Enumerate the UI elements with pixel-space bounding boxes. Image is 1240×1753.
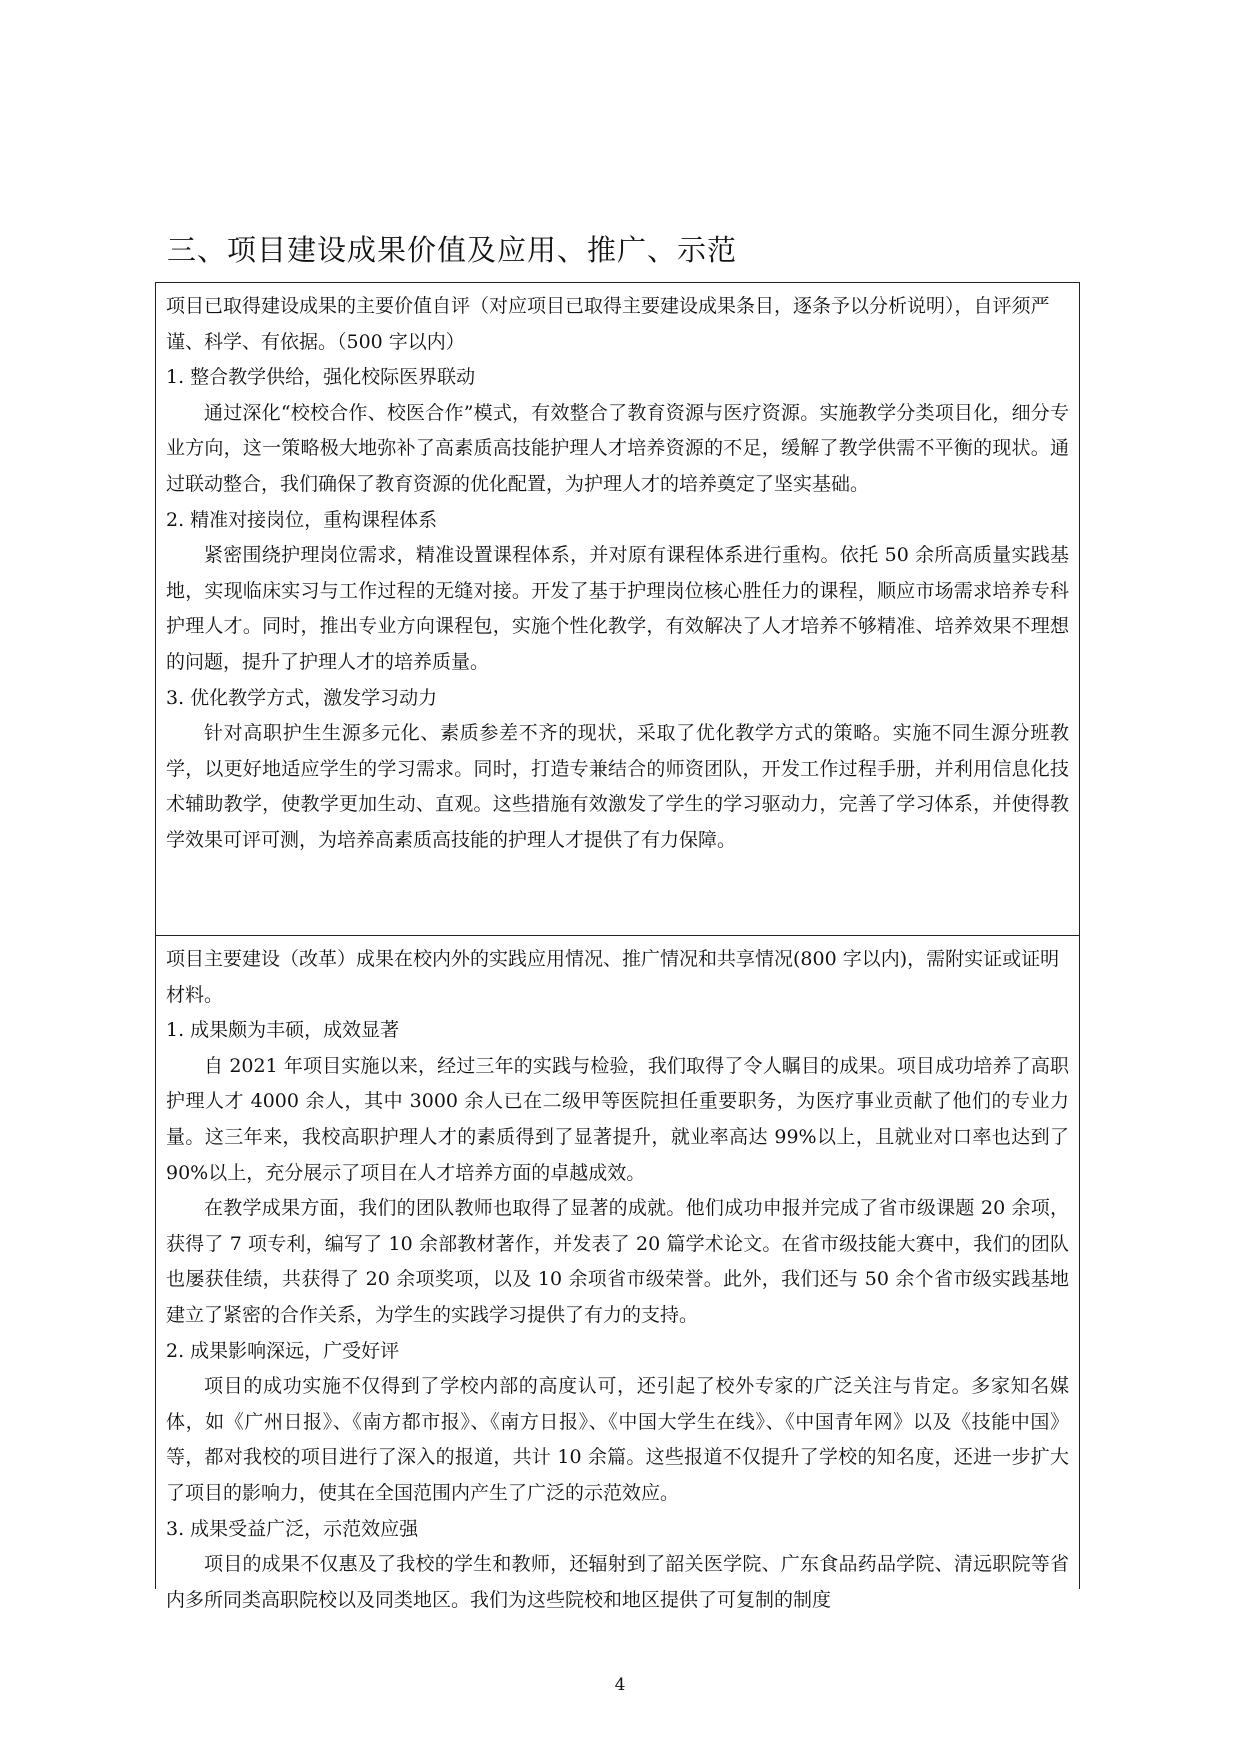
item-paragraph: 在教学成果方面，我们的团队教师也取得了显著的成就。他们成功申报并完成了省市级课题 20 余项，获得了 7 项专利，编写了 10 余部教材著作，并发表了 20 篇学术论文。在省市级技能大赛中，我们的团队也屡获佳绩，共获得了 20 余项奖项，以及 10 余项省市级荣誉。此外，我们还与 50 余个省市级实践基地建立了紧密的合作关系，为学生的实践学习提供了有力的支持。 bbox=[166, 1197, 1069, 1326]
item-paragraph: 紧密围绕护理岗位需求，精准设置课程体系，并对原有课程体系进行重构。依托 50 余所高质量实践基地，实现临床实习与工作过程的无缝对接。开发了基于护理岗位核心胜任力的课程，顺应市场需求培养专科护理人才。同时，推出专业方向课程包，实施个性化教学，有效解决了人才培养不够精准、培养效果不理想的问题，提升了护理人才的培养质量。 bbox=[166, 544, 1069, 673]
item-heading: 2. 精准对接岗位，重构课程体系 bbox=[166, 508, 438, 531]
item-paragraph: 项目的成果不仅惠及了我校的学生和教师，还辐射到了韶关医学院、广东食品药品学院、清远职院等省内多所同类高职院校以及同类地区。我们为这些院校和地区提供了可复制的制度 bbox=[166, 1553, 1069, 1611]
item-paragraph: 通过深化“校校合作、校医合作”模式，有效整合了教育资源与医疗资源。实施教学分类项目化，细分专业方向，这一策略极大地弥补了高素质高技能护理人才培养资源的不足，缓解了教学供需不平衡的现状。通过联动整合，我们确保了教育资源的优化配置，为护理人才的培养奠定了坚实基础。 bbox=[166, 401, 1069, 495]
item-heading: 1. 整合教学供给，强化校际医界联动 bbox=[166, 366, 476, 389]
application-promotion-box bbox=[155, 935, 1080, 1611]
item-heading: 1. 成果颇为丰硕，成效显著 bbox=[166, 1019, 400, 1042]
item-paragraph: 项目的成功实施不仅得到了学校内部的高度认可，还引起了校外专家的广泛关注与肯定。多家知名媒体，如《广州日报》、《南方都市报》、《南方日报》、《中国大学生在线》、《中国青年网》以及《技能中国》等，都对我校的项目进行了深入的报道，共计 10 余篇。这些报道不仅提升了学校的知名度，还进一步扩大了项目的影响力，使其在全国范围内产生了广泛的示范效应。 bbox=[166, 1375, 1069, 1504]
box-intro: 项目主要建设（改革）成果在校内外的实践应用情况、推广情况和共享情况(800 字以内)，需附实证或证明材料。 bbox=[166, 948, 1060, 1006]
item-heading: 3. 成果受益广泛，示范效应强 bbox=[166, 1517, 419, 1540]
item-paragraph: 自 2021 年项目实施以来，经过三年的实践与检验，我们取得了令人瞩目的成果。项目成功培养了高职护理人才 4000 余人，其中 3000 余人已在二级甲等医院担任重要职务，为医疗事业贡献了他们的专业力量。这三年来，我校高职护理人才的素质得到了显著提升，就业率高达 99%以上，且就业对口率也达到了 90%以上，充分展示了项目在人才培养方面的卓越成效。 bbox=[166, 1054, 1069, 1184]
item-heading: 2. 成果影响深远，广受好评 bbox=[166, 1339, 400, 1362]
page-number: 4 bbox=[614, 1675, 626, 1695]
item-paragraph: 针对高职护生生源多元化、素质参差不齐的现状，采取了优化教学方式的策略。实施不同生源分班教学，以更好地适应学生的学习需求。同时，打造专兼结合的师资团队，开发工作过程手册，并利用信息化技术辅助教学，使教学更加生动、直观。这些措施有效激发了学生的学习驱动力，完善了学习体系，并使得教学效果可评可测，为培养高素质高技能的护理人才提供了有力保障。 bbox=[166, 722, 1069, 851]
box-intro: 项目已取得建设成果的主要价值自评（对应项目已取得主要建设成果条目，逐条予以分析说明），自评须严谨、科学、有依据。（500 字以内） bbox=[166, 295, 1050, 353]
item-heading: 3. 优化教学方式，激发学习动力 bbox=[166, 686, 438, 709]
section-title: 三、项目建设成果价值及应用、推广、示范 bbox=[167, 233, 738, 267]
value-self-assessment-box bbox=[155, 282, 1080, 936]
